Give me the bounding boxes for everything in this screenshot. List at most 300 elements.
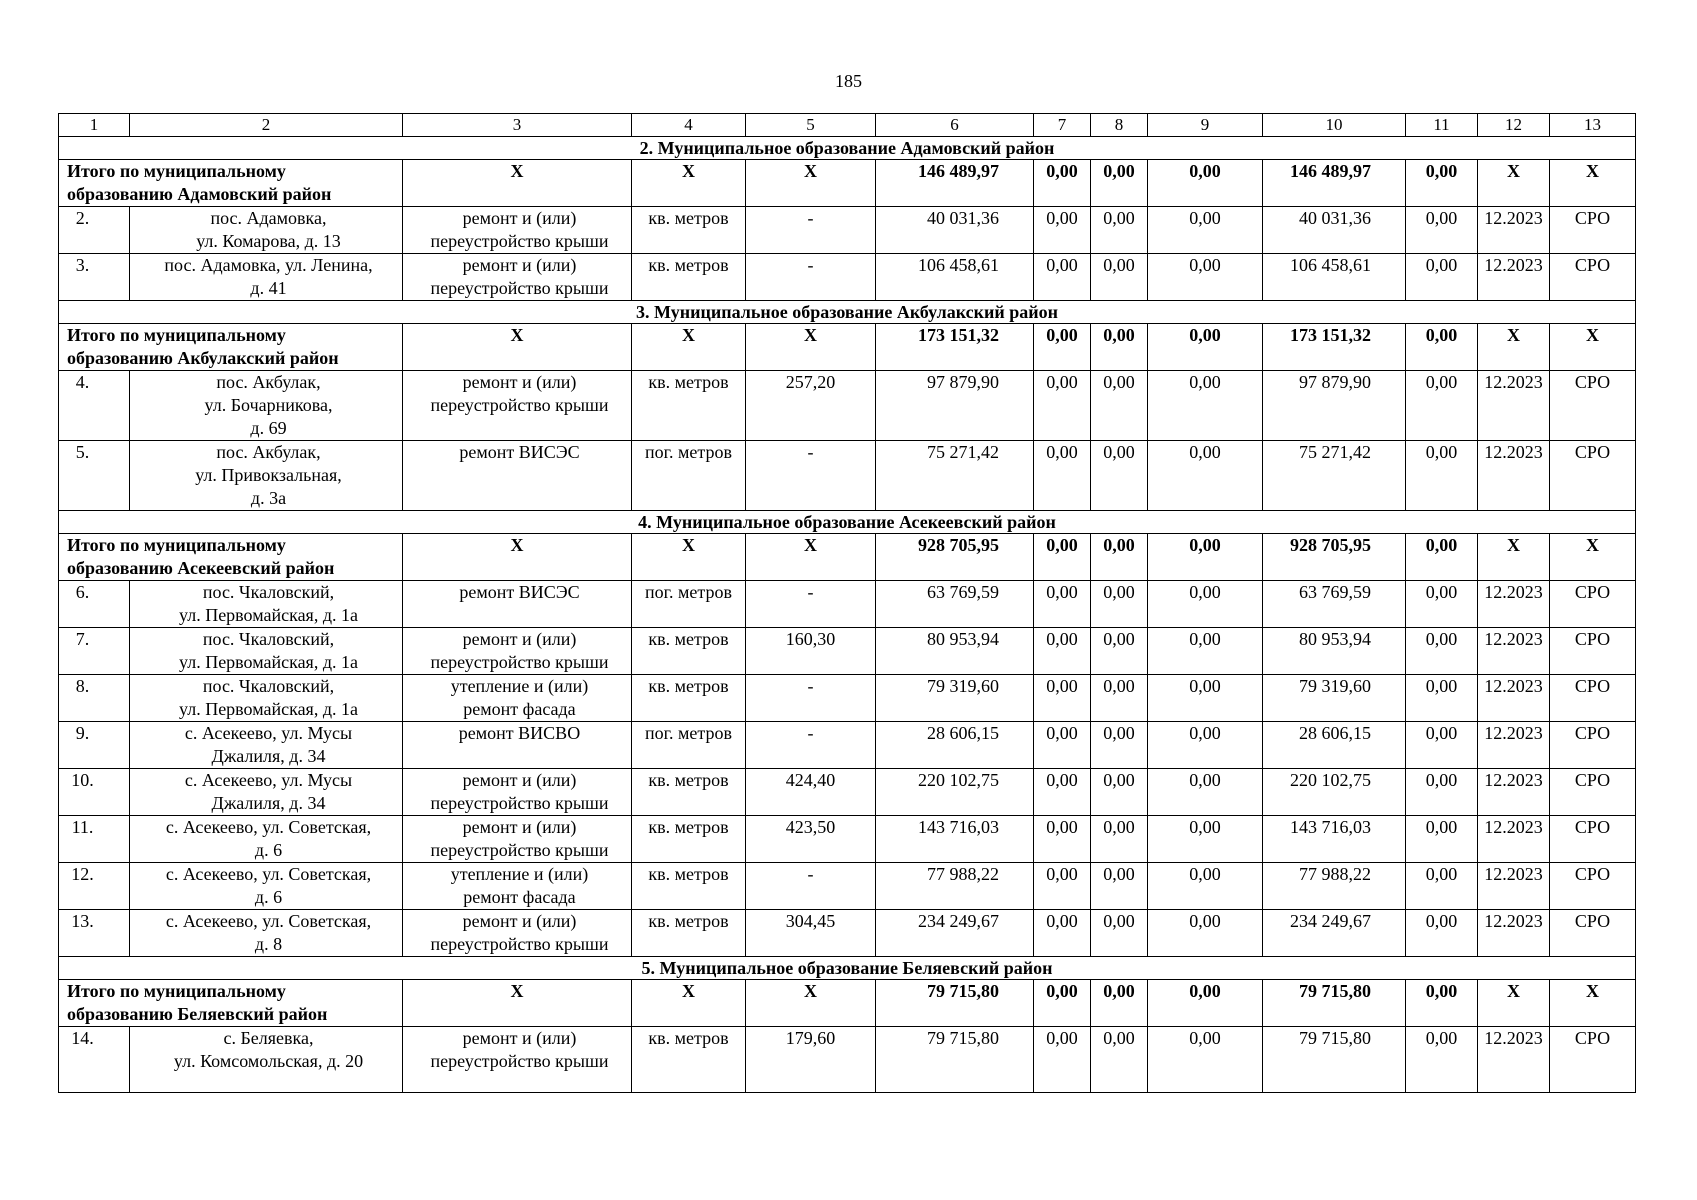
unit-cell: пог. метров <box>632 581 746 628</box>
col-8-cell: 0,00 <box>1091 254 1148 301</box>
table-row <box>59 581 1636 628</box>
work-type-cell <box>403 441 632 511</box>
executor-cell: СРО <box>1550 581 1636 628</box>
col-8-cell: 0,00 <box>1091 769 1148 816</box>
table-row <box>59 254 1636 301</box>
total-label-line: Итого по муниципальному <box>67 325 286 345</box>
col-7-cell: 0,00 <box>1034 816 1091 863</box>
col-10-cell: 75 271,42 <box>1263 441 1406 511</box>
address-cell-line: Джалиля, д. 34 <box>211 746 326 766</box>
total-label-line: образованию Асекеевский район <box>67 558 335 578</box>
section-title: 4. Муниципальное образование Асекеевский район <box>59 511 1636 534</box>
col-7-cell: 0,00 <box>1034 769 1091 816</box>
section-total-row <box>59 324 1636 371</box>
total-col-4: X <box>632 534 746 581</box>
col-7-cell: 0,00 <box>1034 581 1091 628</box>
work-type-cell-line: ремонт и (или) <box>462 208 577 228</box>
address-cell-line: с. Асекеево, ул. Советская, <box>165 864 372 884</box>
col-11-cell: 0,00 <box>1406 816 1478 863</box>
volume-cell: - <box>746 254 876 301</box>
work-type-cell-line: ремонт и (или) <box>462 1028 577 1048</box>
executor-cell: СРО <box>1550 910 1636 957</box>
cost-cell: 234 249,67 <box>876 910 1034 957</box>
address-cell-line: д. 6 <box>254 840 283 860</box>
total-col-8: 0,00 <box>1091 534 1148 581</box>
column-number: 13 <box>1550 114 1636 137</box>
work-type-cell-line: переустройство крыши <box>430 934 609 954</box>
col-9-cell: 0,00 <box>1148 254 1263 301</box>
unit-cell: кв. метров <box>632 863 746 910</box>
unit-cell: кв. метров <box>632 1027 746 1093</box>
column-number: 2 <box>130 114 403 137</box>
address-cell-line: пос. Чкаловский, <box>202 629 335 649</box>
address-cell-line: с. Асекеево, ул. Советская, <box>165 911 372 931</box>
total-col-13: X <box>1550 160 1636 207</box>
col-7-cell: 0,00 <box>1034 722 1091 769</box>
table-body <box>59 114 1636 1093</box>
col-9-cell: 0,00 <box>1148 441 1263 511</box>
executor-cell: СРО <box>1550 769 1636 816</box>
address-cell <box>130 581 403 628</box>
section-total-row <box>59 534 1636 581</box>
col-10-cell: 220 102,75 <box>1263 769 1406 816</box>
table-row <box>59 628 1636 675</box>
column-number: 1 <box>59 114 130 137</box>
address-cell <box>130 628 403 675</box>
volume-cell: - <box>746 441 876 511</box>
col-11-cell: 0,00 <box>1406 441 1478 511</box>
col-8-cell: 0,00 <box>1091 628 1148 675</box>
work-type-cell-line: переустройство крыши <box>430 1051 609 1071</box>
cost-cell: 28 606,15 <box>876 722 1034 769</box>
total-col-3: X <box>403 324 632 371</box>
executor-cell: СРО <box>1550 1027 1636 1093</box>
col-11-cell: 0,00 <box>1406 628 1478 675</box>
address-cell-line: ул. Первомайская, д. 1а <box>179 605 358 625</box>
total-col-10: 146 489,97 <box>1263 160 1406 207</box>
cost-cell: 220 102,75 <box>876 769 1034 816</box>
col-10-cell: 63 769,59 <box>1263 581 1406 628</box>
col-7-cell: 0,00 <box>1034 441 1091 511</box>
total-col-7: 0,00 <box>1034 534 1091 581</box>
total-col-10: 928 705,95 <box>1263 534 1406 581</box>
total-col-11: 0,00 <box>1406 160 1478 207</box>
work-type-cell-line: утепление и (или) <box>450 676 589 696</box>
row-number: 13. <box>59 910 130 957</box>
col-10-cell: 28 606,15 <box>1263 722 1406 769</box>
deadline-cell: 12.2023 <box>1478 910 1550 957</box>
address-cell <box>130 910 403 957</box>
total-col-9: 0,00 <box>1148 324 1263 371</box>
total-col-8: 0,00 <box>1091 980 1148 1027</box>
col-8-cell: 0,00 <box>1091 863 1148 910</box>
volume-cell: - <box>746 675 876 722</box>
work-type-cell <box>403 581 632 628</box>
total-col-4: X <box>632 980 746 1027</box>
work-type-cell <box>403 910 632 957</box>
cost-cell: 106 458,61 <box>876 254 1034 301</box>
unit-cell: кв. метров <box>632 769 746 816</box>
col-11-cell: 0,00 <box>1406 769 1478 816</box>
volume-cell: - <box>746 207 876 254</box>
col-8-cell: 0,00 <box>1091 722 1148 769</box>
col-10-cell: 143 716,03 <box>1263 816 1406 863</box>
col-11-cell: 0,00 <box>1406 581 1478 628</box>
address-cell <box>130 254 403 301</box>
total-cost: 928 705,95 <box>876 534 1034 581</box>
col-11-cell: 0,00 <box>1406 371 1478 441</box>
total-label-line: образованию Адамовский район <box>67 184 332 204</box>
address-cell <box>130 675 403 722</box>
address-cell-line: ул. Первомайская, д. 1а <box>179 699 358 719</box>
total-col-3: X <box>403 980 632 1027</box>
total-col-12: X <box>1478 534 1550 581</box>
section-title: 3. Муниципальное образование Акбулакский район <box>59 301 1636 324</box>
total-col-11: 0,00 <box>1406 534 1478 581</box>
deadline-cell: 12.2023 <box>1478 254 1550 301</box>
section-title-row <box>59 301 1636 324</box>
row-number: 9. <box>59 722 130 769</box>
executor-cell: СРО <box>1550 628 1636 675</box>
column-number-row <box>59 114 1636 137</box>
work-type-cell-line: переустройство крыши <box>430 395 609 415</box>
row-number: 3. <box>59 254 130 301</box>
work-type-cell-line: ремонт ВИСЭС <box>459 442 580 462</box>
col-9-cell: 0,00 <box>1148 722 1263 769</box>
address-cell-line: ул. Первомайская, д. 1а <box>179 652 358 672</box>
col-8-cell: 0,00 <box>1091 816 1148 863</box>
row-number: 5. <box>59 441 130 511</box>
table-row <box>59 769 1636 816</box>
deadline-cell: 12.2023 <box>1478 722 1550 769</box>
row-number: 11. <box>59 816 130 863</box>
cost-cell: 79 319,60 <box>876 675 1034 722</box>
total-col-7: 0,00 <box>1034 980 1091 1027</box>
work-type-cell-line: ремонт и (или) <box>462 911 577 931</box>
volume-cell: 424,40 <box>746 769 876 816</box>
total-label-line: Итого по муниципальному <box>67 161 286 181</box>
col-8-cell: 0,00 <box>1091 581 1148 628</box>
col-8-cell: 0,00 <box>1091 371 1148 441</box>
section-title: 5. Муниципальное образование Беляевский район <box>59 957 1636 980</box>
total-col-5: X <box>746 980 876 1027</box>
total-col-9: 0,00 <box>1148 980 1263 1027</box>
address-cell-line: пос. Адамовка, <box>210 208 327 228</box>
col-11-cell: 0,00 <box>1406 910 1478 957</box>
work-type-cell-line: ремонт и (или) <box>462 629 577 649</box>
total-col-7: 0,00 <box>1034 324 1091 371</box>
unit-cell: кв. метров <box>632 628 746 675</box>
col-9-cell: 0,00 <box>1148 863 1263 910</box>
deadline-cell: 12.2023 <box>1478 769 1550 816</box>
total-col-7: 0,00 <box>1034 160 1091 207</box>
col-7-cell: 0,00 <box>1034 1027 1091 1093</box>
address-cell-line: ул. Комарова, д. 13 <box>196 231 341 251</box>
total-col-13: X <box>1550 534 1636 581</box>
col-11-cell: 0,00 <box>1406 254 1478 301</box>
work-type-cell-line: ремонт ВИСВО <box>458 723 581 743</box>
address-cell-line: д. 69 <box>250 418 287 438</box>
total-col-4: X <box>632 324 746 371</box>
row-number: 10. <box>59 769 130 816</box>
col-11-cell: 0,00 <box>1406 1027 1478 1093</box>
table-row <box>59 371 1636 441</box>
col-7-cell: 0,00 <box>1034 863 1091 910</box>
col-9-cell: 0,00 <box>1148 371 1263 441</box>
deadline-cell: 12.2023 <box>1478 207 1550 254</box>
total-col-5: X <box>746 534 876 581</box>
col-8-cell: 0,00 <box>1091 441 1148 511</box>
column-number: 8 <box>1091 114 1148 137</box>
work-type-cell-line: утепление и (или) <box>450 864 589 884</box>
col-9-cell: 0,00 <box>1148 816 1263 863</box>
address-cell-line: пос. Чкаловский, <box>202 582 335 602</box>
work-type-cell <box>403 816 632 863</box>
executor-cell: СРО <box>1550 722 1636 769</box>
work-type-cell-line: ремонт фасада <box>463 699 576 719</box>
col-10-cell: 234 249,67 <box>1263 910 1406 957</box>
total-col-3: X <box>403 534 632 581</box>
address-cell-line: с. Беляевка, <box>223 1028 314 1048</box>
address-cell-line: пос. Акбулак, <box>216 442 321 462</box>
col-8-cell: 0,00 <box>1091 207 1148 254</box>
table-row <box>59 863 1636 910</box>
address-cell <box>130 863 403 910</box>
address-cell <box>130 722 403 769</box>
cost-cell: 79 715,80 <box>876 1027 1034 1093</box>
col-9-cell: 0,00 <box>1148 675 1263 722</box>
cost-cell: 97 879,90 <box>876 371 1034 441</box>
total-col-13: X <box>1550 324 1636 371</box>
address-cell <box>130 1027 403 1093</box>
total-col-12: X <box>1478 160 1550 207</box>
total-col-10: 173 151,32 <box>1263 324 1406 371</box>
table-row <box>59 816 1636 863</box>
deadline-cell: 12.2023 <box>1478 441 1550 511</box>
col-11-cell: 0,00 <box>1406 675 1478 722</box>
cost-cell: 40 031,36 <box>876 207 1034 254</box>
executor-cell: СРО <box>1550 254 1636 301</box>
total-label-line: Итого по муниципальному <box>67 981 286 1001</box>
executor-cell: СРО <box>1550 675 1636 722</box>
total-label-line: образованию Беляевский район <box>67 1004 328 1024</box>
work-type-cell <box>403 1027 632 1093</box>
work-type-cell <box>403 863 632 910</box>
total-label <box>59 980 403 1027</box>
deadline-cell: 12.2023 <box>1478 1027 1550 1093</box>
unit-cell: пог. метров <box>632 722 746 769</box>
total-label <box>59 324 403 371</box>
table-row <box>59 675 1636 722</box>
volume-cell: - <box>746 581 876 628</box>
total-col-5: X <box>746 160 876 207</box>
work-type-cell <box>403 628 632 675</box>
address-cell-line: д. 3а <box>250 488 287 508</box>
executor-cell: СРО <box>1550 371 1636 441</box>
total-cost: 79 715,80 <box>876 980 1034 1027</box>
address-cell-line: с. Асекеево, ул. Мусы <box>184 723 353 743</box>
total-col-8: 0,00 <box>1091 160 1148 207</box>
col-10-cell: 106 458,61 <box>1263 254 1406 301</box>
col-8-cell: 0,00 <box>1091 910 1148 957</box>
page-number: 185 <box>835 71 862 91</box>
cost-cell: 80 953,94 <box>876 628 1034 675</box>
total-col-12: X <box>1478 324 1550 371</box>
col-11-cell: 0,00 <box>1406 863 1478 910</box>
row-number: 8. <box>59 675 130 722</box>
total-col-4: X <box>632 160 746 207</box>
cost-cell: 63 769,59 <box>876 581 1034 628</box>
work-type-cell-line: ремонт и (или) <box>462 770 577 790</box>
table-row <box>59 441 1636 511</box>
col-10-cell: 79 715,80 <box>1263 1027 1406 1093</box>
col-10-cell: 97 879,90 <box>1263 371 1406 441</box>
column-number: 12 <box>1478 114 1550 137</box>
volume-cell: 423,50 <box>746 816 876 863</box>
unit-cell: кв. метров <box>632 910 746 957</box>
address-cell-line: с. Асекеево, ул. Мусы <box>184 770 353 790</box>
section-title: 2. Муниципальное образование Адамовский район <box>59 137 1636 160</box>
work-type-cell-line: переустройство крыши <box>430 278 609 298</box>
unit-cell: кв. метров <box>632 816 746 863</box>
executor-cell: СРО <box>1550 441 1636 511</box>
address-cell-line: д. 8 <box>254 934 283 954</box>
column-number: 9 <box>1148 114 1263 137</box>
work-type-cell-line: ремонт и (или) <box>462 817 577 837</box>
row-number: 4. <box>59 371 130 441</box>
address-cell-line: пос. Адамовка, ул. Ленина, <box>164 255 373 275</box>
executor-cell: СРО <box>1550 207 1636 254</box>
work-type-cell <box>403 254 632 301</box>
unit-cell: кв. метров <box>632 207 746 254</box>
total-label-line: Итого по муниципальному <box>67 535 286 555</box>
address-cell-line: ул. Привокзальная, <box>195 465 342 485</box>
col-7-cell: 0,00 <box>1034 254 1091 301</box>
section-title-row <box>59 957 1636 980</box>
deadline-cell: 12.2023 <box>1478 628 1550 675</box>
col-8-cell: 0,00 <box>1091 675 1148 722</box>
volume-cell: - <box>746 863 876 910</box>
volume-cell: - <box>746 722 876 769</box>
address-cell-line: д. 6 <box>254 887 283 907</box>
total-col-11: 0,00 <box>1406 324 1478 371</box>
section-title-row <box>59 137 1636 160</box>
work-type-cell-line: ремонт и (или) <box>462 255 577 275</box>
unit-cell: пог. метров <box>632 441 746 511</box>
col-10-cell: 79 319,60 <box>1263 675 1406 722</box>
cost-cell: 75 271,42 <box>876 441 1034 511</box>
total-col-10: 79 715,80 <box>1263 980 1406 1027</box>
col-7-cell: 0,00 <box>1034 628 1091 675</box>
column-number: 6 <box>876 114 1034 137</box>
deadline-cell: 12.2023 <box>1478 863 1550 910</box>
address-cell <box>130 371 403 441</box>
total-label-line: образованию Акбулакский район <box>67 348 339 368</box>
address-cell-line: д. 41 <box>250 278 287 298</box>
row-number: 2. <box>59 207 130 254</box>
col-8-cell: 0,00 <box>1091 1027 1148 1093</box>
deadline-cell: 12.2023 <box>1478 371 1550 441</box>
column-number: 3 <box>403 114 632 137</box>
address-cell-line: с. Асекеево, ул. Советская, <box>165 817 372 837</box>
total-col-12: X <box>1478 980 1550 1027</box>
address-cell <box>130 769 403 816</box>
row-number: 14. <box>59 1027 130 1093</box>
total-col-3: X <box>403 160 632 207</box>
col-7-cell: 0,00 <box>1034 207 1091 254</box>
executor-cell: СРО <box>1550 863 1636 910</box>
column-number: 10 <box>1263 114 1406 137</box>
row-number: 12. <box>59 863 130 910</box>
work-type-cell-line: переустройство крыши <box>430 652 609 672</box>
col-9-cell: 0,00 <box>1148 207 1263 254</box>
cost-cell: 77 988,22 <box>876 863 1034 910</box>
work-type-cell <box>403 675 632 722</box>
column-number: 5 <box>746 114 876 137</box>
row-number: 6. <box>59 581 130 628</box>
work-type-cell-line: ремонт ВИСЭС <box>459 582 580 602</box>
col-9-cell: 0,00 <box>1148 581 1263 628</box>
col-9-cell: 0,00 <box>1148 1027 1263 1093</box>
deadline-cell: 12.2023 <box>1478 675 1550 722</box>
total-col-5: X <box>746 324 876 371</box>
total-label <box>59 534 403 581</box>
col-7-cell: 0,00 <box>1034 910 1091 957</box>
cost-cell: 143 716,03 <box>876 816 1034 863</box>
work-type-cell-line: ремонт и (или) <box>462 372 577 392</box>
unit-cell: кв. метров <box>632 371 746 441</box>
table-row <box>59 910 1636 957</box>
address-cell-line: ул. Бочарникова, <box>204 395 333 415</box>
address-cell <box>130 441 403 511</box>
work-type-cell <box>403 769 632 816</box>
address-cell <box>130 207 403 254</box>
table-row <box>59 1027 1636 1093</box>
col-9-cell: 0,00 <box>1148 628 1263 675</box>
work-type-cell-line: переустройство крыши <box>430 840 609 860</box>
col-10-cell: 80 953,94 <box>1263 628 1406 675</box>
total-col-9: 0,00 <box>1148 160 1263 207</box>
col-9-cell: 0,00 <box>1148 910 1263 957</box>
total-col-11: 0,00 <box>1406 980 1478 1027</box>
total-col-9: 0,00 <box>1148 534 1263 581</box>
table-row <box>59 207 1636 254</box>
col-10-cell: 40 031,36 <box>1263 207 1406 254</box>
total-col-8: 0,00 <box>1091 324 1148 371</box>
work-type-cell <box>403 722 632 769</box>
volume-cell: 160,30 <box>746 628 876 675</box>
col-7-cell: 0,00 <box>1034 371 1091 441</box>
work-type-cell-line: переустройство крыши <box>430 231 609 251</box>
column-number: 4 <box>632 114 746 137</box>
section-total-row <box>59 980 1636 1027</box>
capital-repair-table <box>58 113 1636 1093</box>
address-cell-line: пос. Чкаловский, <box>202 676 335 696</box>
address-cell-line: ул. Комсомольская, д. 20 <box>173 1051 364 1071</box>
table-row <box>59 722 1636 769</box>
column-number: 7 <box>1034 114 1091 137</box>
col-9-cell: 0,00 <box>1148 769 1263 816</box>
col-7-cell: 0,00 <box>1034 675 1091 722</box>
column-number: 11 <box>1406 114 1478 137</box>
total-cost: 173 151,32 <box>876 324 1034 371</box>
work-type-cell-line: переустройство крыши <box>430 793 609 813</box>
work-type-cell <box>403 207 632 254</box>
col-10-cell: 77 988,22 <box>1263 863 1406 910</box>
deadline-cell: 12.2023 <box>1478 581 1550 628</box>
volume-cell: 257,20 <box>746 371 876 441</box>
work-type-cell <box>403 371 632 441</box>
